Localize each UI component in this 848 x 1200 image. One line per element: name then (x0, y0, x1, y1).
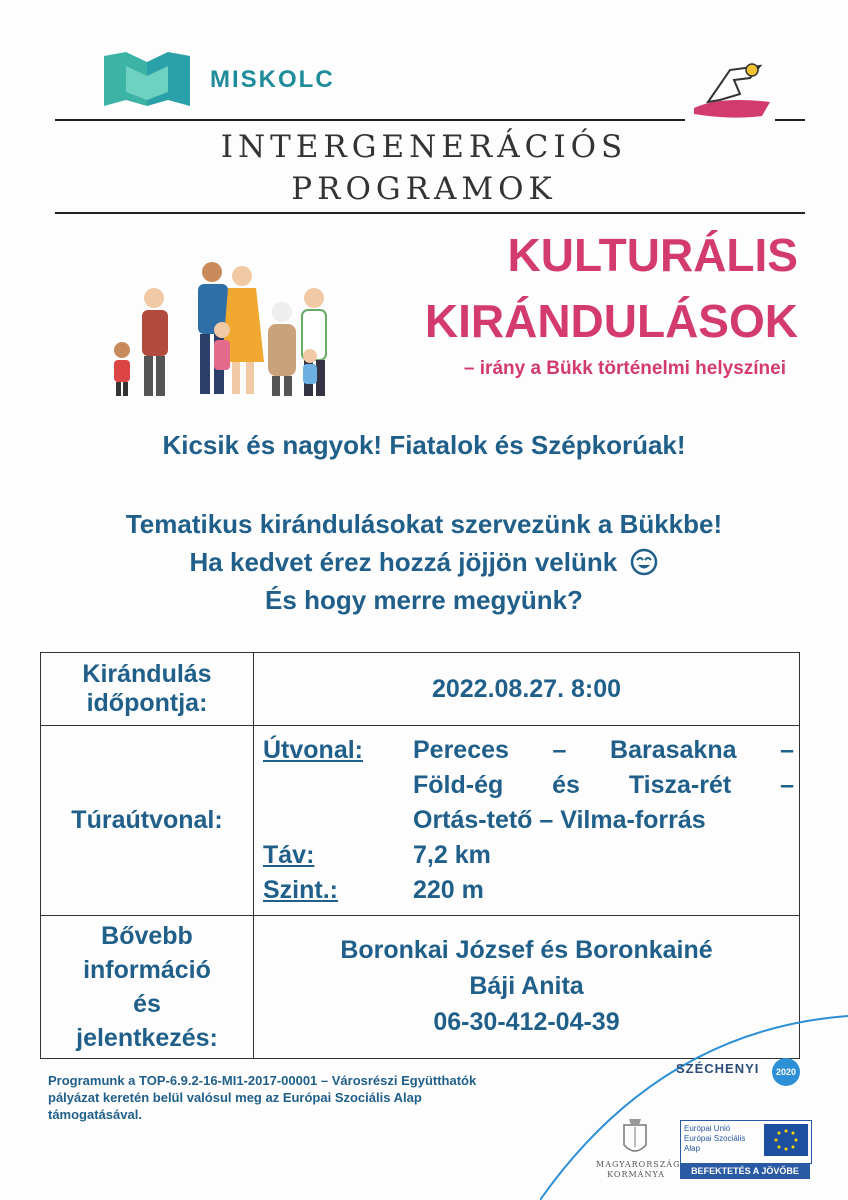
subtitle: – irány a Bükk történelmi helyszínei (463, 358, 786, 379)
intro-text (0, 505, 848, 619)
main-title-line1: KULTURÁLIS (507, 229, 798, 281)
logo-text: MISKOLC (210, 66, 335, 93)
main-title-line2: KIRÁNDULÁSOK (424, 295, 798, 347)
route-line3: Ortás-tető – Vilma-forrás (413, 806, 706, 834)
program-mascot-icon (690, 60, 774, 120)
program-title-line1: INTERGENERÁCIÓS (220, 129, 628, 165)
intro-line2: Ha kedvet érez hozzá jöjjön velünk (189, 547, 618, 577)
eu-line1: Európai Unió (684, 1124, 731, 1133)
route-spacer (263, 803, 413, 838)
info-label (41, 916, 254, 1059)
date-label: Kirándulás időpontja: (41, 653, 254, 726)
eu-flag-icon (764, 1124, 808, 1156)
info-label-line: és (133, 990, 161, 1018)
intro-headline: Kicsik és nagyok! Fiatalok és Szépkorúak! (162, 430, 686, 460)
smiley-icon (630, 548, 658, 576)
family-figures-icon (114, 262, 326, 396)
route-line2: Föld-ég és Tisza-rét – (413, 771, 794, 799)
eu-text (684, 1124, 745, 1154)
date-value: 2022.08.27. 8:00 (254, 653, 800, 726)
table-row (41, 726, 800, 916)
gov-line2: KORMÁNYA (607, 1170, 665, 1179)
route-spacer (263, 768, 413, 803)
szechenyi-badge: 2020 (772, 1058, 800, 1086)
program-title-line2: PROGRAMOK (291, 171, 557, 207)
intro-line2-wrap (0, 543, 848, 581)
info-label-line: Bővebb (101, 922, 193, 950)
info-label-line: információ (83, 956, 211, 984)
intro-line1: Tematikus kirándulásokat szervezünk a Bükkbe! (125, 509, 723, 539)
eu-slogan: BEFEKTETÉS A JÖVŐBE (680, 1163, 810, 1179)
szechenyi-label: SZÉCHENYI (676, 1061, 760, 1076)
contact-line2: Báji Anita (469, 972, 584, 1000)
trip-info-table (40, 652, 800, 1059)
route-label: Túraútvonal: (41, 726, 254, 916)
route-cell (254, 726, 800, 916)
coat-of-arms-icon (620, 1115, 650, 1159)
intro-line3: És hogy merre megyünk? (265, 585, 583, 615)
top-rule-right (775, 119, 805, 121)
info-label-line: jelentkezés: (76, 1024, 218, 1052)
miskolc-logo-icon (104, 52, 190, 106)
level-value: 220 m (413, 876, 484, 904)
bottom-rule (55, 212, 805, 214)
government-label (596, 1160, 681, 1180)
distance-key: Táv: (263, 841, 315, 869)
contact-line1: Boronkai József és Boronkainé (340, 936, 713, 964)
gov-line1: MAGYARORSZÁG (596, 1160, 681, 1169)
family-illustration (104, 252, 344, 402)
distance-value: 7,2 km (413, 841, 491, 869)
table-row (41, 653, 800, 726)
eu-line3: Alap (684, 1144, 701, 1153)
level-key: Szint.: (263, 876, 338, 904)
route-key: Útvonal: (263, 736, 363, 764)
eu-line2: Európai Szociális (684, 1134, 746, 1143)
top-rule (55, 119, 685, 121)
route-line1: Pereces – Barasakna – (413, 736, 794, 764)
footer-text: Programunk a TOP-6.9.2-16-MI1-2017-00001 – Városrészi Együtthatók pályázat keretén belül valósul meg az Európai Szociális Alap támogatásával. (48, 1073, 477, 1122)
contact-phone: 06-30-412-04-39 (433, 1008, 620, 1036)
route-grid (255, 727, 798, 914)
